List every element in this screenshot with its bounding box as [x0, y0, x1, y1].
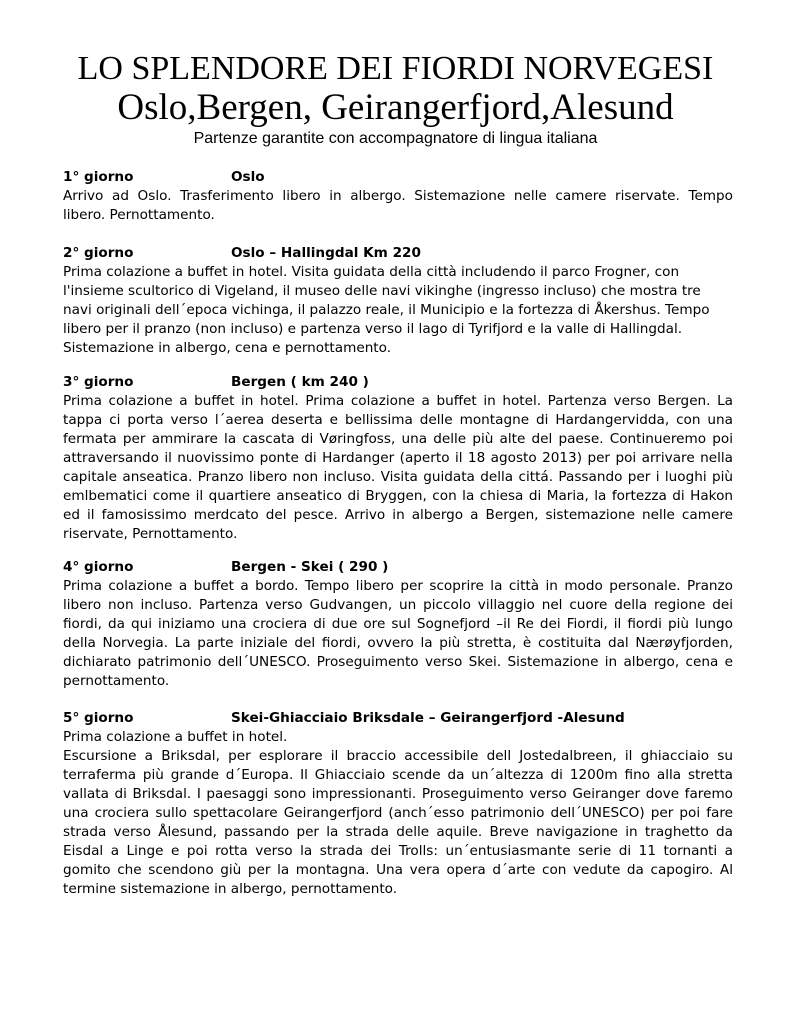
- day-text-line: libero per il pranzo (non incluso) e partenza verso il lago di Tyrifjord e la valle di Hallingdal.: [63, 321, 683, 337]
- day-heading: [63, 373, 733, 392]
- day-text-line: dichiarato patrimonio dell´UNESCO. Proseguimento verso Skei. Sistemazione in albergo, cena e: [63, 654, 733, 670]
- day-route: Skei-Ghiacciaio Briksdale – Geirangerfjord -Alesund: [231, 710, 625, 726]
- day-heading: [63, 709, 733, 728]
- day-text-line: Prima colazione a buffet in hotel.: [63, 729, 288, 745]
- day-label: 1° giorno: [63, 169, 134, 185]
- day-text-line: gomito che scendono giù per la montagna. Una vera opera d´arte con vedute da capogiro. Al: [63, 862, 733, 878]
- day-text-line: fermata per ammirare la cascata di Vøringfoss, una delle più alte del paese. Continueremo poi: [63, 431, 733, 447]
- day-section-1: [63, 168, 733, 225]
- day-text-line: libero non incluso. Partenza verso Gudvangen, un piccolo villaggio nel cuore della regione dei: [63, 597, 733, 613]
- day-text-line: una crociera sullo spettacolare Geirangerfjord (anch´esso patrimonio dell´UNESCO) per poi fare: [63, 805, 733, 821]
- day-text-line: libero. Pernottamento.: [63, 207, 215, 223]
- day-text-line: Eisdal a Linge e poi rotta verso la strada dei Trolls: un´entusiasmante serie di 11 tornanti a: [63, 843, 733, 859]
- day-text-line: tappa ci porta verso l´aerea deserta e bellissima delle montagne di Hardangervidda, con una: [63, 412, 733, 428]
- day-heading: [63, 244, 733, 263]
- document-subtitle: Partenze garantite con accompagnatore di lingua italiana: [193, 130, 598, 147]
- document-title: LO SPLENDORE DEI FIORDI NORVEGESI: [77, 50, 714, 87]
- day-label: 4° giorno: [63, 559, 134, 575]
- day-label: 3° giorno: [63, 374, 134, 390]
- day-label: 2° giorno: [63, 245, 134, 261]
- day-text-line: emlbematici come il quartiere anseatico di Bryggen, con la chiesa di Maria, la fortezza di Hakon: [63, 488, 733, 504]
- day-label: 5° giorno: [63, 710, 134, 726]
- day-section-2: [63, 244, 733, 358]
- day-text-line: riservate, Pernottamento.: [63, 526, 238, 542]
- day-section-5: [63, 709, 733, 899]
- day-text-line: fiordi, da qui iniziamo una crociera di due ore sul Sognefjord –il Re dei Fiordi, il fiordi più lungo: [63, 616, 733, 632]
- day-route: Bergen - Skei ( 290 ): [231, 559, 389, 575]
- day-text-line: Escursione a Briksdal, per esplorare il braccio accessibile dell Jostedalbreen, il ghiacciaio su: [63, 748, 733, 764]
- day-text-line: capitale anseatica. Pranzo libero non incluso. Visita guidata della cittá. Passando per i luoghi più: [63, 469, 733, 485]
- day-text-line: Sistemazione in albergo, cena e pernottamento.: [63, 340, 392, 356]
- document-title-cities: Oslo,Bergen, Geirangerfjord,Alesund: [117, 87, 674, 128]
- day-section-3: [63, 373, 733, 544]
- day-text-line: terraferma più grande d´Europa. Il Ghiacciaio scende da un´altezza di 1200m fino alla stretta: [63, 767, 733, 783]
- day-text-line: navi originali dell´epoca vichinga, il palazzo reale, il Municipio e la fortezza di Åkershus. Tempo: [63, 302, 710, 318]
- day-text-line: Prima colazione a buffet in hotel. Visita guidata della città includendo il parco Frogner, con: [63, 264, 680, 280]
- day-text-line: della Norvegia. La parte iniziale del fiordi, ovvero la più stretta, è costituita dal Nærøyfjorden,: [63, 635, 733, 651]
- day-text-line: Prima colazione a buffet in hotel. Prima colazione a buffet in hotel. Partenza verso Bergen. La: [63, 393, 733, 409]
- day-route: Bergen ( km 240 ): [231, 374, 369, 390]
- day-heading: [63, 558, 733, 577]
- day-text-line: Arrivo ad Oslo. Trasferimento libero in albergo. Sistemazione nelle camere riservate. Tempo: [63, 188, 733, 204]
- day-text-line: attraversando il nuovissimo ponte di Hardanger (aperto il 18 agosto 2013) per poi arrivare nella: [63, 450, 733, 466]
- day-text-line: vallata di Briksdal. I paesaggi sono impressionanti. Proseguimento verso Geiranger dove faremo: [63, 786, 733, 802]
- day-text-line: pernottamento.: [63, 673, 170, 689]
- day-text-line: termine sistemazione in albergo, pernottamento.: [63, 881, 398, 897]
- day-text-line: l'insieme scultorico di Vigeland, il museo delle navi vikinghe (ingresso incluso) che mostra tre: [63, 283, 701, 299]
- day-text-line: Prima colazione a buffet a bordo. Tempo libero per scoprire la città in modo personale. Pranzo: [63, 578, 733, 594]
- day-text-line: ed il famosissimo merdcato del pesce. Arrivo in albergo a Bergen, sistemazione nelle camere: [63, 507, 733, 523]
- day-section-4: [63, 558, 733, 691]
- day-heading: [63, 168, 733, 187]
- day-text-line: strada verso Ålesund, passando per la strada delle aquile. Breve navigazione in traghetto da: [63, 824, 733, 840]
- day-route: Oslo: [231, 169, 265, 185]
- day-route: Oslo – Hallingdal Km 220: [231, 245, 421, 261]
